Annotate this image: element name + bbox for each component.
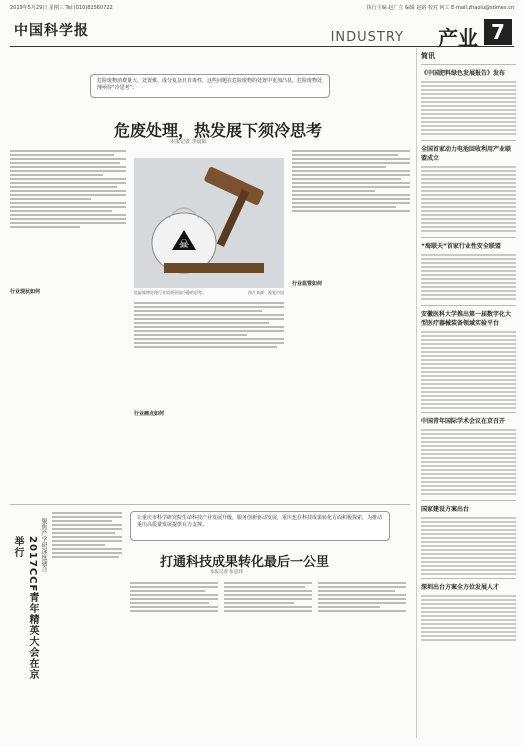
sidebar-divider [421,64,516,65]
dateline-left: 2019年5月29日 星期三 Tel:(010)82560722 [10,5,113,11]
sidebar-item-title: “海联天”首家行业性安全联盟 [421,243,501,250]
sidebar-item-title: 国家建设方案出台 [421,506,470,513]
sidebar-item-body [421,164,516,234]
article2-column-2 [224,580,312,735]
sidebar-item-body [421,252,516,302]
vertical-story-subtitle: 聚焦产学研深度融合 [40,518,47,572]
sidebar-divider [421,578,516,579]
article2-lead: 让重庆市科学研究院生命科技产业发展升级，服务创新驱动发展，重庆也在科技成果转化方面积极探索，为推动重庆高质量发展提供有力支撑。 [130,511,390,541]
article1-byline: 本报记者 李晨阳 [170,139,207,145]
sidebar-divider [421,500,516,501]
sidebar-divider [421,305,516,306]
sidebar-item-title: 全国首家动力电池回收利用产业联盟成立 [421,146,512,162]
sidebar-divider [421,140,516,141]
article1-column-1 [10,148,126,498]
sidebar-item-body [421,515,516,575]
sidebar-item-body [421,79,516,137]
page-number: 7 [484,19,512,45]
sidebar-item-body [421,427,516,497]
article1-subhead-2: 行业痛点如何 [134,411,165,417]
svg-text:☠: ☠ [178,237,190,251]
article1-column-2 [134,300,284,500]
article2-column-1 [130,580,218,735]
sidebar-item-body [421,593,516,643]
sidebar-header: 简讯 [421,52,435,60]
sidebar-divider [421,412,516,413]
section-divider [10,504,410,505]
article1-subhead-1: 行业现状如何 [10,289,41,295]
sidebar-item-title: 中国青年国际学术会议在京召开 [421,418,506,425]
news-brief-sidebar [416,48,516,738]
article1-photo [134,158,284,288]
sidebar-item-body [421,329,516,409]
sidebar-item-title: 深圳出台方案全方位发展人才 [421,584,500,591]
article1-lead: 危险废物消费量大、处置难、成分复杂且有毒性，这些问题在危险废物的处置中更加凸显，危险废物处理亟待“冷思考”。 [90,74,330,98]
section-name-en: INDUSTRY [330,30,404,45]
article1-photo-caption [134,290,284,296]
section-name-cn: 产业 [438,26,478,50]
article2-column-3 [318,580,406,735]
vertical-story-body [52,510,122,735]
masthead [10,14,514,50]
article2-title: 打通科技成果转化最后一公里 [160,555,330,570]
dateline-right: 执行主编 赵广立 编辑 赵路 校对 何工 E-mail:zhaolu@stimes.cn [366,5,514,11]
photo-credit: 图片来源：视觉中国 [248,290,284,295]
vertical-story-title: 2017CCF青年精英大会在京举行 [12,536,38,681]
article1-subhead-3: 行业监管如何 [292,281,323,287]
gavel-and-hazard-illustration [134,158,284,288]
sidebar-item-title: 《中国肥料绿色发展报告》发布 [421,70,506,77]
sidebar-divider [421,237,516,238]
photo-caption-text: 危险废物处理行业需要更加冷静的思考。 [134,290,206,295]
newspaper-logo: 中国科学报 [14,23,89,39]
dateline [10,4,514,14]
article1-column-3 [292,148,410,498]
main-content [10,48,410,738]
article1-title: 危废处理，热发展下须冷思考 [114,121,323,140]
article2-byline: 本报记者 张思玮 [210,570,243,575]
sidebar-item-title: 安徽医科大学推出第一届数字化大型医疗器械装备领域实验平台 [421,311,512,327]
